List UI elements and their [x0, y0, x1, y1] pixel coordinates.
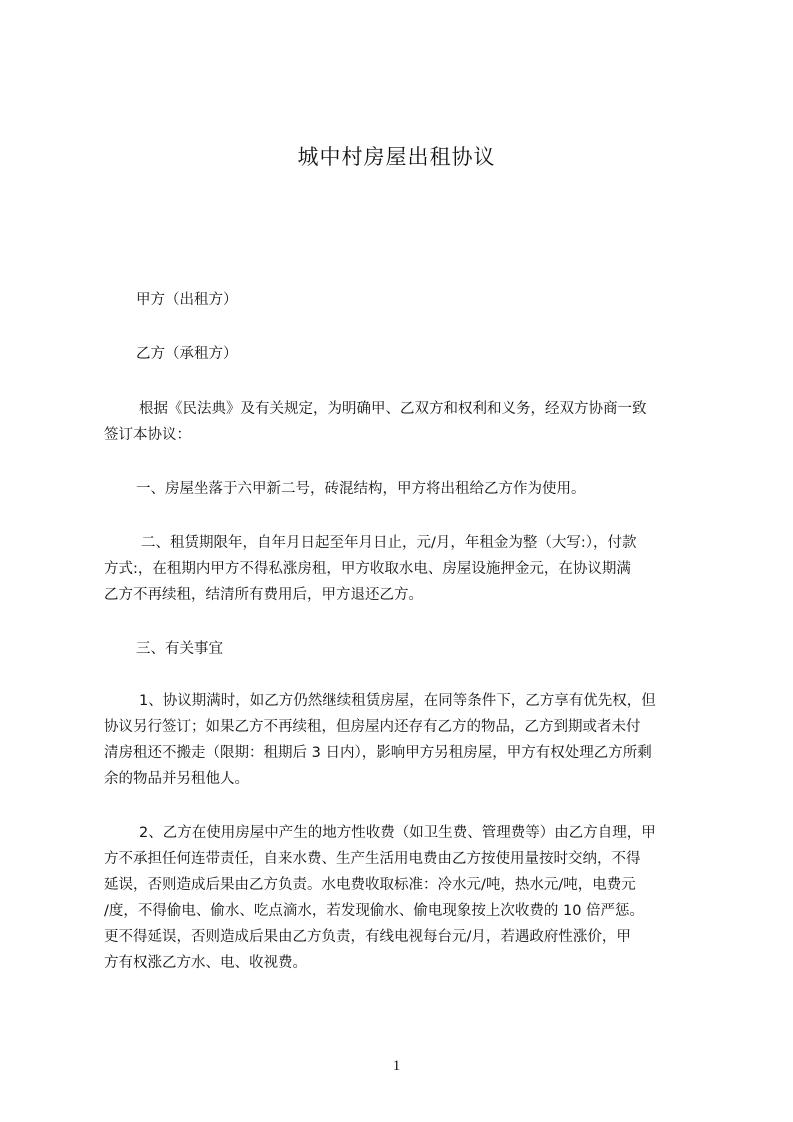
paragraph-line: 方式:，在租期内甲方不得私涨房租，甲方收取水电、房屋设施押金元，在协议期满 [104, 561, 631, 577]
paragraph-line: 2、乙方在使用房屋中产生的地方性收费（如卫生费、管理费等）由乙方自理，甲 [139, 825, 656, 841]
document-title: 城中村房屋出租协议 [297, 145, 496, 169]
paragraph-line: 乙方不再续租，结清所有费用后，甲方退还乙方。 [104, 587, 423, 603]
party-b-label: 乙方（承租方） [136, 346, 238, 362]
paragraph-line: 根据《民法典》及有关规定，为明确甲、乙双方和权利和义务，经双方协商一致 [139, 401, 647, 417]
paragraph-line: 清房租还不搬走（限期：租期后 3 日内），影响甲方另租房屋，甲方有权处理乙方所剩 [104, 745, 652, 761]
paragraph-line: 协议另行签订；如果乙方不再续租，但房屋内还存有乙方的物品，乙方到期或者未付 [104, 719, 641, 735]
paragraph-line: /度，不得偷电、偷水、吃点滴水，若发现偷水、偷电现象按上次收费的 10 倍严惩。 [104, 903, 645, 919]
party-a-label: 甲方（出租方） [136, 292, 238, 308]
paragraph-line: 余的物品并另租他人。 [104, 771, 249, 787]
page-number: 1 [392, 1058, 401, 1074]
paragraph-line: 更不得延误，否则造成后果由乙方负责，有线电视每台元/月，若遇政府性涨价，甲 [104, 929, 631, 945]
paragraph-line: 方有权涨乙方水、电、收视费。 [104, 955, 307, 971]
clause-3-heading: 三、有关事宜 [136, 641, 223, 657]
paragraph-line: 延误，否则造成后果由乙方负责。水电费收取标准：冷水元/吨，热水元/吨，电费元 [104, 877, 636, 893]
paragraph-line: 方不承担任何连带责任，自来水费、生产生活用电费由乙方按使用量按时交纳，不得 [104, 851, 641, 867]
paragraph-line: 1、协议期满时，如乙方仍然继续租赁房屋，在同等条件下，乙方享有优先权，但 [139, 693, 656, 709]
paragraph-line: 二、租赁期限年，自年月日起至年月日止，元/月，年租金为整（大写:），付款 [141, 535, 637, 551]
paragraph-line: 一、房屋坐落于六甲新二号，砖混结构，甲方将出租给乙方作为使用。 [136, 481, 586, 497]
paragraph-line: 签订本协议： [104, 427, 191, 443]
